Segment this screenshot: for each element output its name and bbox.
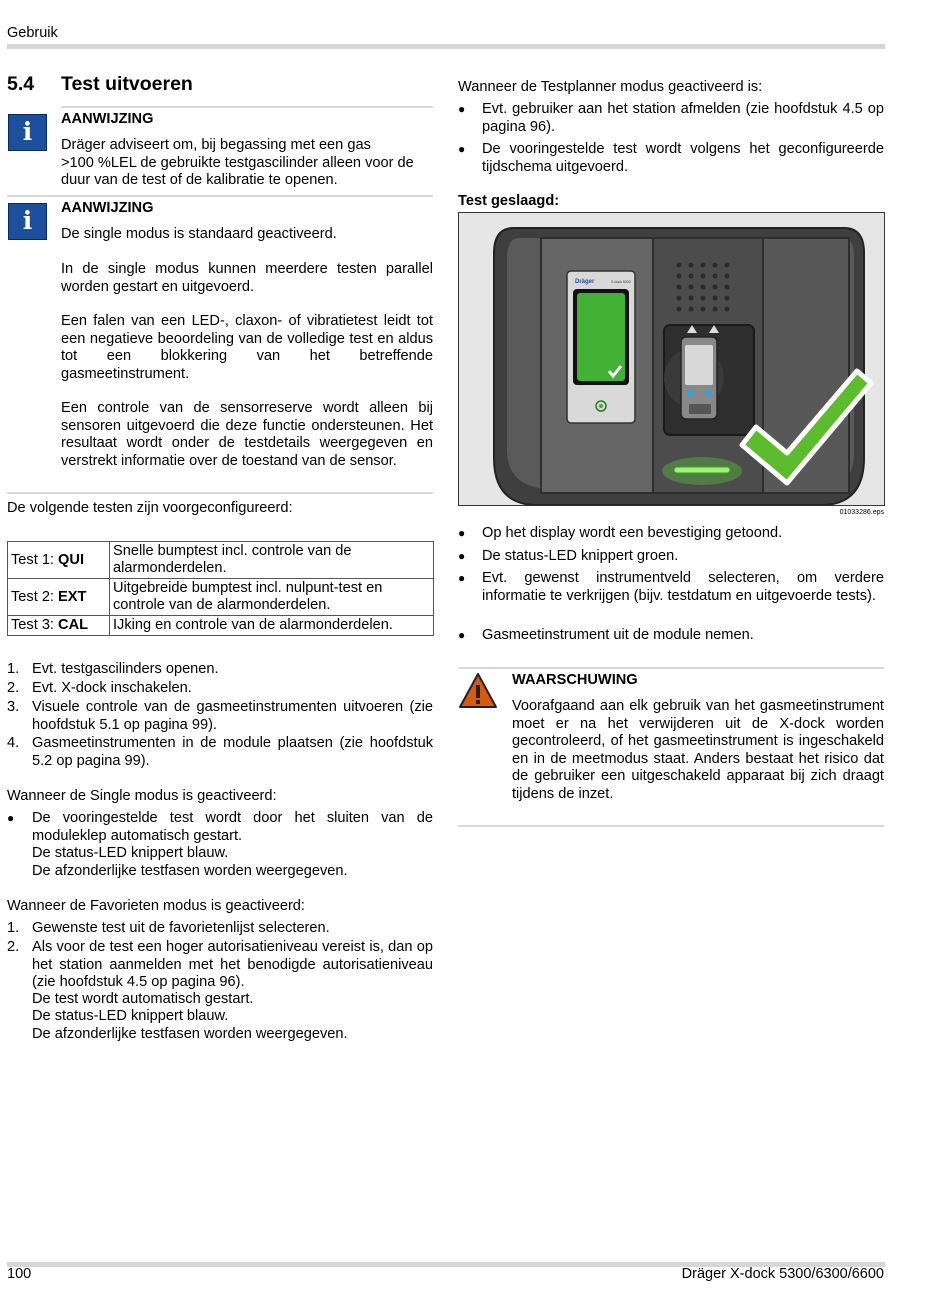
list-number: 3. bbox=[7, 699, 20, 715]
page-number: 100 bbox=[7, 1266, 32, 1282]
info-icon: i bbox=[8, 114, 47, 151]
info-icon: i bbox=[8, 203, 47, 240]
list-subline: De afzonderlijke testfasen worden weergegeven. bbox=[32, 1026, 348, 1042]
list-item: Op het display wordt een bevestiging getoond. bbox=[482, 525, 783, 541]
section-title: Test uitvoeren bbox=[61, 73, 193, 95]
section-number: 5.4 bbox=[7, 73, 35, 95]
x-dock-illustration bbox=[459, 213, 884, 505]
brand-label: Dräger bbox=[575, 279, 595, 285]
note-paragraph: De single modus is standaard geactiveerd. bbox=[61, 226, 337, 242]
tests-intro: De volgende testen zijn voorgeconfigureerd: bbox=[7, 500, 293, 516]
list-item: Evt. gewenst instrumentveld selecteren, om verdere informatie te verkrijgen (bijv. testdatum en uitgevoerde tests). bbox=[482, 570, 884, 604]
running-header: Gebruik bbox=[7, 25, 58, 41]
list-number: 2. bbox=[7, 939, 20, 955]
list-item: Gasmeetinstrumenten in de module plaatsen (zie hoofdstuk 5.2 op pagina 99). bbox=[32, 735, 433, 769]
bullet: ● bbox=[458, 628, 466, 642]
table-row: Test 3: CAL IJking en controle van de alarmonderdelen. bbox=[8, 616, 434, 636]
figure-code: 01033286.eps bbox=[839, 509, 884, 516]
device-illustration bbox=[458, 212, 885, 506]
list-number: 1. bbox=[7, 920, 20, 936]
list-item: Gewenste test uit de favorietenlijst selecteren. bbox=[32, 920, 330, 936]
mode-intro: Wanneer de Testplanner modus geactiveerd is: bbox=[458, 79, 763, 95]
product-name: Dräger X-dock 5300/6300/6600 bbox=[681, 1266, 884, 1282]
note-paragraph: In de single modus kunnen meerdere testen parallel worden gestart en uitgevoerd. bbox=[61, 261, 433, 295]
mode-intro: Wanneer de Favorieten modus is geactiveerd: bbox=[7, 898, 305, 914]
list-item: Als voor de test een hoger autorisatieniveau vereist is, dan op het station aanmelden met het benodigde autorisatieniveau (zie hoofdstuk 4.5 op pagina 96). bbox=[32, 939, 433, 990]
note-heading: AANWIJZING bbox=[61, 200, 154, 216]
divider bbox=[7, 492, 433, 494]
divider bbox=[7, 195, 433, 197]
list-item: Gasmeetinstrument uit de module nemen. bbox=[482, 627, 754, 643]
list-item: De status-LED knippert groen. bbox=[482, 548, 679, 564]
warning-triangle-icon bbox=[458, 672, 498, 710]
list-number: 4. bbox=[7, 735, 20, 751]
list-number: 2. bbox=[7, 680, 20, 696]
bullet: ● bbox=[458, 102, 466, 116]
warning-text: Voorafgaand aan elk gebruik van het gasmeetinstrument moet er na het verwijderen uit de X-dock worden gecontroleerd, of het gasmeetinstrument is ingeschakeld en in de meetmodus staat. Anders bestaat het risico dat de gebruiker een uitgeschakeld apparaat bij zich draagt tijdens de inzet. bbox=[512, 698, 884, 802]
list-subline: De status-LED knippert blauw. bbox=[32, 845, 229, 861]
list-item: De vooringestelde test wordt volgens het geconfigureerde tijdschema uitgevoerd. bbox=[482, 141, 884, 175]
mode-intro: Wanneer de Single modus is geactiveerd: bbox=[7, 788, 277, 804]
list-item: Evt. gebruiker aan het station afmelden (zie hoofdstuk 4.5 op pagina 96). bbox=[482, 101, 884, 135]
list-item: De vooringestelde test wordt door het sluiten van de moduleklep automatisch gestart. bbox=[32, 810, 433, 844]
bullet: ● bbox=[458, 526, 466, 540]
note-paragraph: Een falen van een LED-, claxon- of vibratietest leidt tot een negatieve beoordeling van de volledige test en aldus tot een blokkering van het betreffende gasmeetinstrument. bbox=[61, 313, 433, 382]
subheading: Test geslaagd: bbox=[458, 193, 560, 209]
bullet: ● bbox=[458, 571, 466, 585]
header-rule bbox=[7, 44, 885, 49]
note-heading: AANWIJZING bbox=[61, 111, 154, 127]
bullet: ● bbox=[458, 142, 466, 156]
list-item: Evt. testgascilinders openen. bbox=[32, 661, 219, 677]
list-subline: De test wordt automatisch gestart. bbox=[32, 991, 254, 1007]
note-text: Dräger adviseert om, bij begassing met een gas >100 %LEL de gebruikte testgascilinder alleen voor de duur van de test of de kalibratie te openen. bbox=[61, 137, 414, 188]
warning-heading: WAARSCHUWING bbox=[512, 672, 638, 688]
list-subline: De status-LED knippert blauw. bbox=[32, 1008, 229, 1024]
list-item: Visuele controle van de gasmeetinstrumenten uitvoeren (zie hoofdstuk 5.1 op pagina 99). bbox=[32, 699, 433, 733]
table-row: Test 1: QUI Snelle bumptest incl. controle van de alarmonderdelen. bbox=[8, 542, 434, 579]
note-paragraph: Een controle van de sensorreserve wordt alleen bij sensoren uitgevoerd die deze functie ondersteunen. Het resultaat wordt onder de testdetails weergegeven en verstrekt informatie over de toestand van de sensor. bbox=[61, 400, 433, 469]
divider bbox=[458, 667, 884, 669]
list-subline: De afzonderlijke testfasen worden weergegeven. bbox=[32, 863, 348, 879]
list-number: 1. bbox=[7, 661, 20, 677]
model-label: X-dock 5300 bbox=[611, 280, 631, 284]
table-row: Test 2: EXT Uitgebreide bumptest incl. nulpunt-test en controle van de alarmonderdelen. bbox=[8, 579, 434, 616]
tests-table bbox=[7, 541, 434, 636]
list-item: Evt. X-dock inschakelen. bbox=[32, 680, 192, 696]
bullet: ● bbox=[7, 811, 15, 825]
divider bbox=[458, 825, 884, 827]
divider bbox=[61, 106, 433, 108]
bullet: ● bbox=[458, 549, 466, 563]
